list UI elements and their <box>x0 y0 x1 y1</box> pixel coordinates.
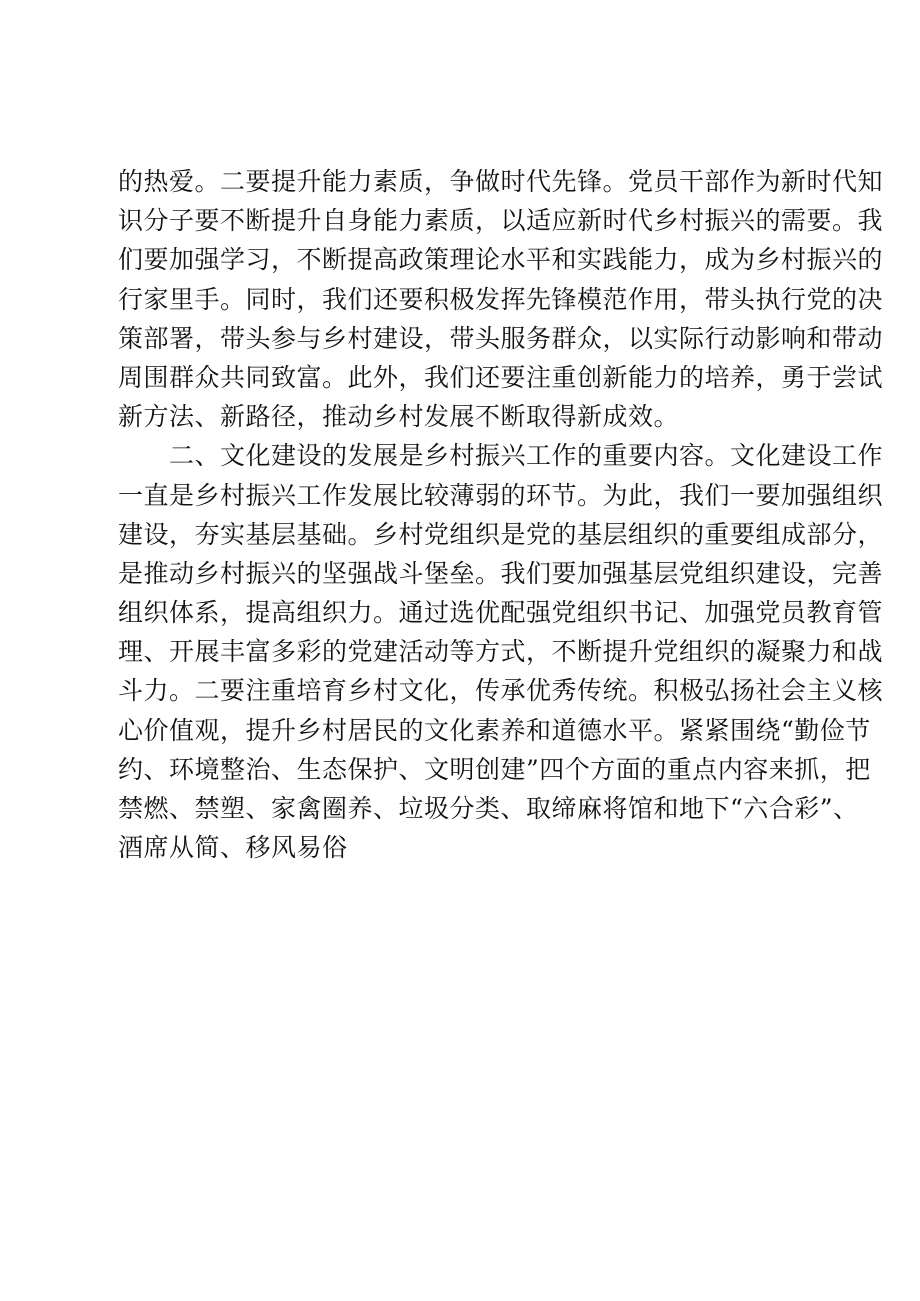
text-line: 斗力。二要注重培育乡村文化，传承优秀传统。积极弘扬社会主义核 <box>118 676 884 706</box>
text-line: 理、开展丰富多彩的党建活动等方式，不断提升党组织的凝聚力和战 <box>118 637 884 667</box>
document-body <box>118 162 884 867</box>
text-line: 一直是乡村振兴工作发展比较薄弱的环节。为此，我们一要加强组织 <box>118 480 884 510</box>
text-line: 建设，夯实基层基础。乡村党组织是党的基层组织的重要组成部分， <box>118 519 884 549</box>
text-line: 行家里手。同时，我们还要积极发挥先锋模范作用，带头执行党的决 <box>118 284 884 314</box>
text-line: 心价值观，提升乡村居民的文化素养和道德水平。紧紧围绕“勤俭节 <box>118 715 871 745</box>
text-line: 周围群众共同致富。此外，我们还要注重创新能力的培养，勇于尝试 <box>118 362 884 392</box>
text-line: 的热爱。二要提升能力素质，争做时代先锋。党员干部作为新时代知 <box>118 167 884 196</box>
paragraph-2 <box>118 436 884 867</box>
text-line: 禁燃、禁塑、家禽圈养、垃圾分类、取缔麻将馆和地下“六合彩”、 <box>118 794 859 823</box>
text-line: 识分子要不断提升自身能力素质，以适应新时代乡村振兴的需要。我 <box>118 206 884 236</box>
paragraph-1 <box>118 162 884 436</box>
text-line: 策部署，带头参与乡村建设，带头服务群众，以实际行动影响和带动 <box>118 323 884 353</box>
text-line: 组织体系，提高组织力。通过选优配强党组织书记、加强党员教育管 <box>118 598 884 628</box>
text-line: 是推动乡村振兴的坚强战斗堡垒。我们要加强基层党组织建设，完善 <box>118 558 884 588</box>
text-line: 二、文化建设的发展是乡村振兴工作的重要内容。文化建设工作 <box>118 441 884 471</box>
text-line: 们要加强学习，不断提高政策理论水平和实践能力，成为乡村振兴的 <box>118 245 884 275</box>
text-line: 约、环境整治、生态保护、文明创建”四个方面的重点内容来抓，把 <box>118 754 871 784</box>
text-line: 新方法、新路径，推动乡村发展不断取得新成效。 <box>118 402 680 432</box>
text-line: 酒席从简、移风易俗 <box>118 833 348 863</box>
